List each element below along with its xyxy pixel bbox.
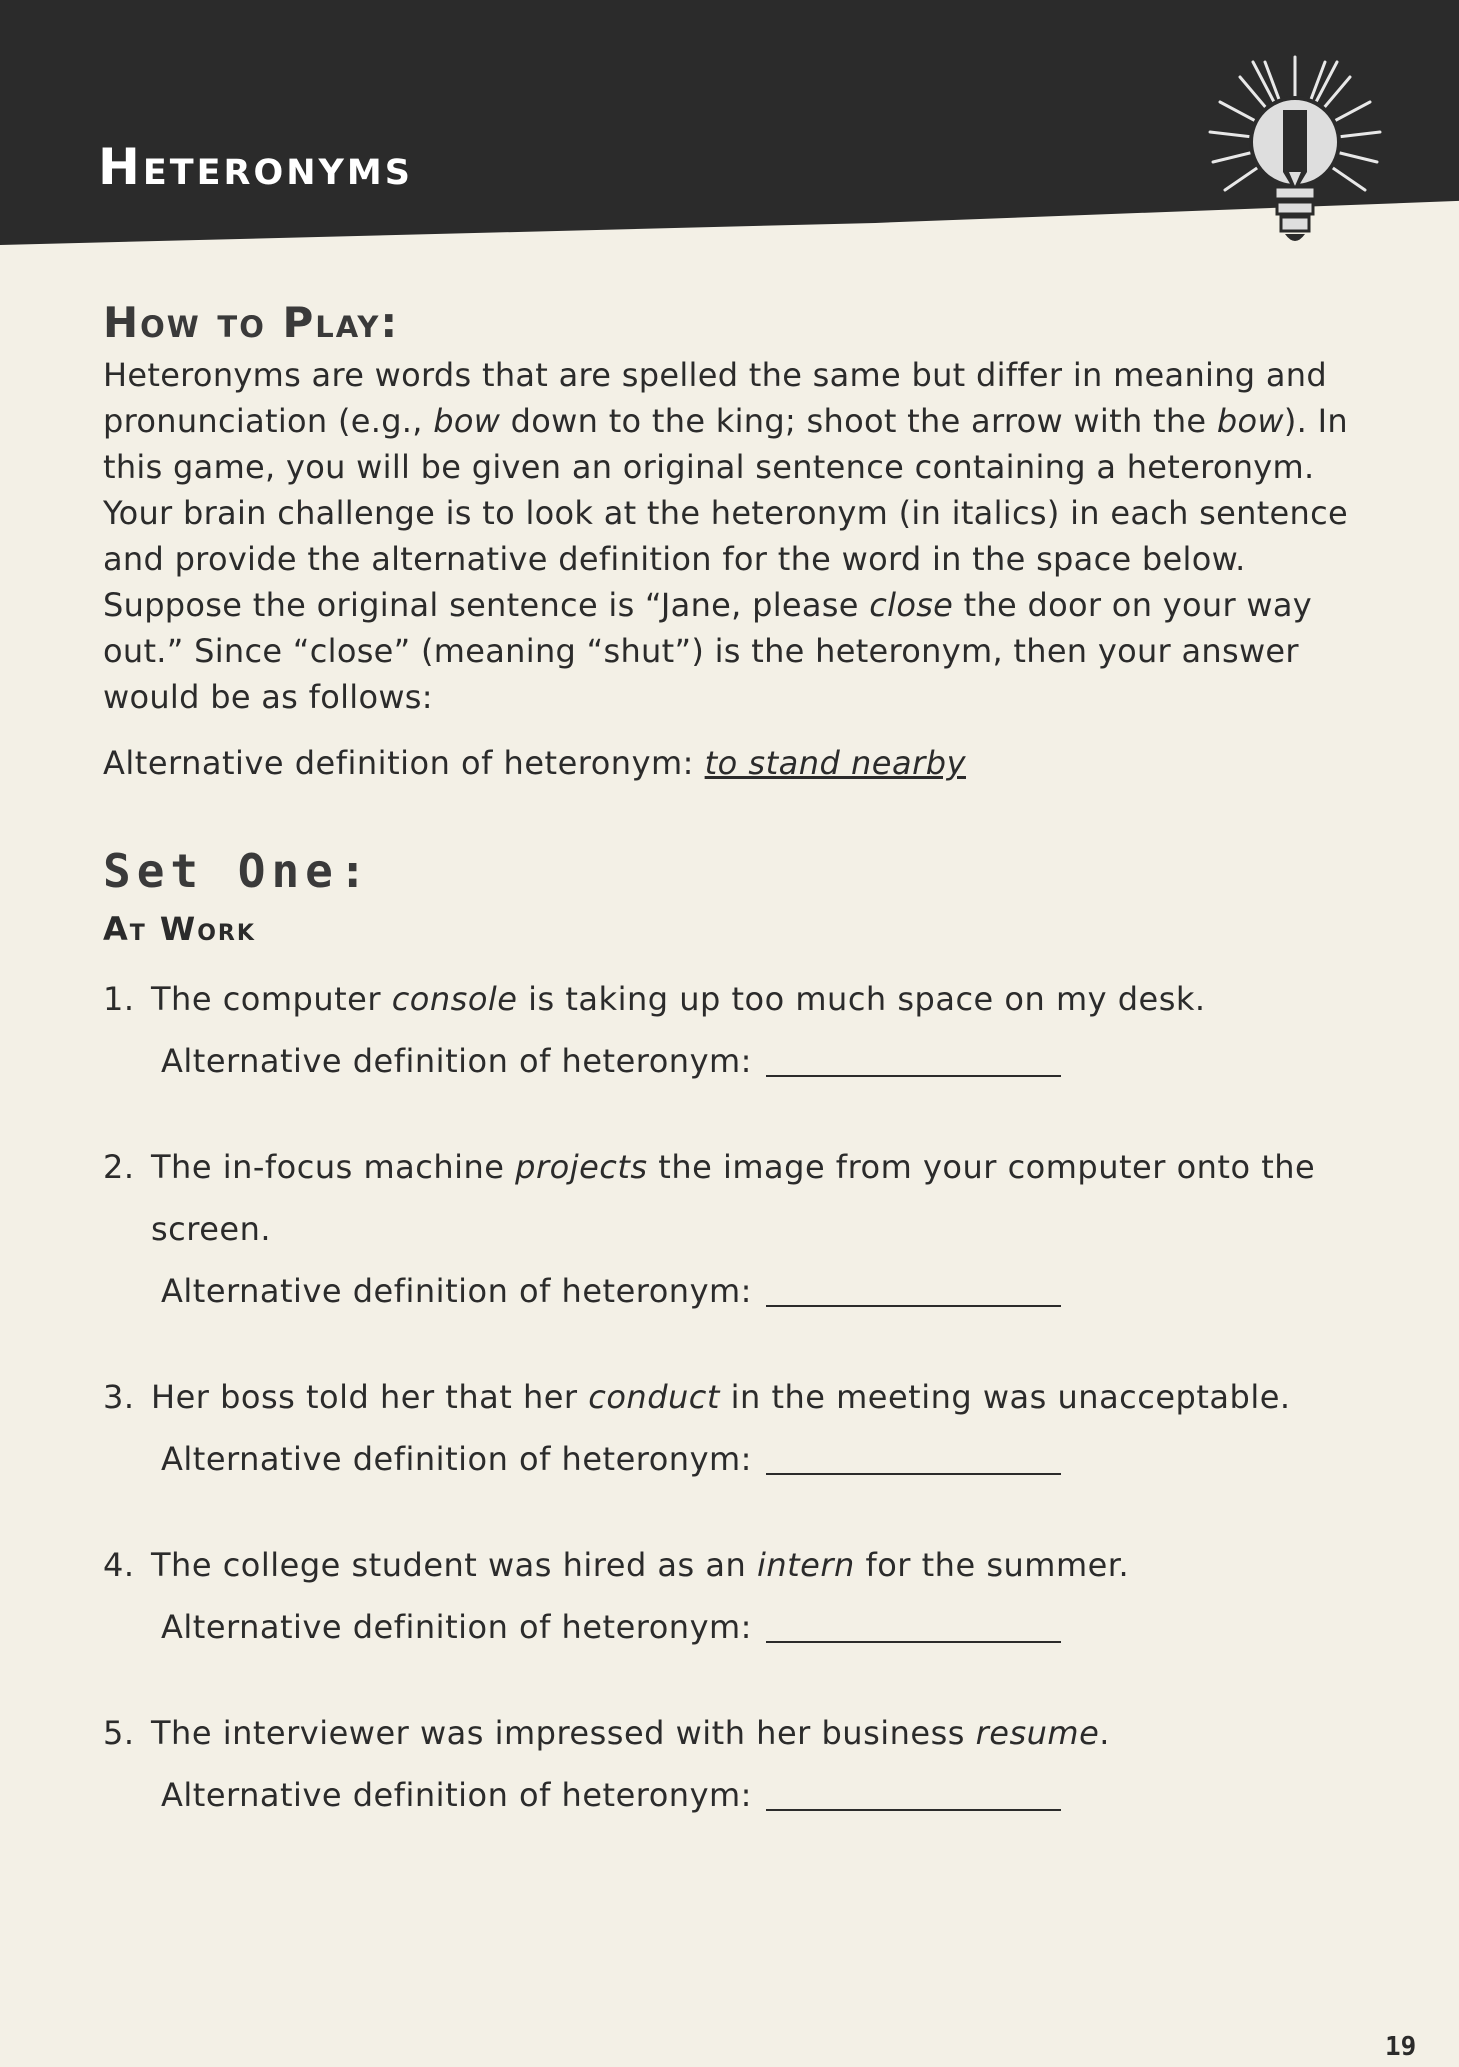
example-answer: to stand nearby <box>704 744 966 783</box>
how-to-play-heading: How to Play: <box>103 298 400 347</box>
question-text-after: in the meeting was unacceptable. <box>719 1378 1291 1417</box>
intro-text-2: down to the king; shoot the arrow with the <box>500 402 1217 441</box>
heteronym-word: conduct <box>588 1378 720 1417</box>
heteronym-word: resume <box>975 1714 1100 1753</box>
question-text-before: The in-focus machine <box>151 1148 516 1187</box>
intro-text-3: ). In this game, you will be given an original sentence containing a heteronym. Your brain challenge is to look at the heteronym (in italics) in each sentence and provide the alternative definition for the word in the space below. Suppose the original sentence is “Jane, please <box>103 402 1349 625</box>
answer-blank[interactable] <box>766 1045 1061 1077</box>
question-number: 1. <box>103 980 135 1019</box>
question-list <box>103 968 1373 1826</box>
answer-line <box>161 1596 1373 1658</box>
example-label: Alternative definition of heteronym: <box>103 744 694 783</box>
example-answer-line <box>103 744 1373 782</box>
question-text <box>151 968 1206 1030</box>
intro-paragraph <box>103 352 1373 720</box>
intro-text-4: the door on your way out.” Since “close” (meaning “shut”) is the heteronym, then your answer would be as follows: <box>103 586 1312 717</box>
page-title: Heteronyms <box>98 138 413 196</box>
heteronym-word: projects <box>515 1148 648 1187</box>
content <box>103 300 1373 1870</box>
answer-blank[interactable] <box>766 1779 1061 1811</box>
intro-example-word-1: bow <box>433 402 501 441</box>
question-text-after: . <box>1099 1714 1110 1753</box>
question-text <box>151 1366 1291 1428</box>
question-item <box>103 1136 1373 1322</box>
question-item <box>103 1366 1373 1490</box>
answer-label: Alternative definition of heteronym: <box>161 1776 752 1815</box>
question-text-before: The college student was hired as an <box>151 1546 757 1585</box>
answer-blank[interactable] <box>766 1443 1061 1475</box>
question-number: 4. <box>103 1546 135 1585</box>
answer-label: Alternative definition of heteronym: <box>161 1440 752 1479</box>
question-text-after: is taking up too much space on my desk. <box>517 980 1206 1019</box>
page-number: 19 <box>1385 2032 1417 2062</box>
question-item <box>103 1702 1373 1826</box>
question-text-after: the image from your computer onto the screen. <box>151 1148 1316 1249</box>
intro-example-word-3: close <box>869 586 954 625</box>
question-item <box>103 968 1373 1092</box>
question-text <box>151 1702 1110 1764</box>
answer-label: Alternative definition of heteronym: <box>161 1608 752 1647</box>
answer-line <box>161 1260 1373 1322</box>
answer-line <box>161 1428 1373 1490</box>
set-heading: Set One: <box>103 844 373 899</box>
question-text-before: Her boss told her that her <box>151 1378 589 1417</box>
question-text-after: for the summer. <box>854 1546 1130 1585</box>
question-number: 3. <box>103 1378 135 1417</box>
question-text <box>151 1136 1373 1260</box>
answer-label: Alternative definition of heteronym: <box>161 1042 752 1081</box>
question-number: 2. <box>103 1148 135 1187</box>
answer-line <box>161 1030 1373 1092</box>
intro-example-word-2: bow <box>1216 402 1284 441</box>
heteronym-word: intern <box>756 1546 855 1585</box>
question-item <box>103 1534 1373 1658</box>
answer-blank[interactable] <box>766 1275 1061 1307</box>
answer-blank[interactable] <box>766 1611 1061 1643</box>
question-text-before: The computer <box>151 980 392 1019</box>
intro-text-1: Heteronyms are words that are spelled the same but differ in meaning and pronunciation (e.g., <box>103 356 1327 441</box>
lightbulb-pencil-icon <box>1205 52 1385 262</box>
question-text <box>151 1534 1129 1596</box>
answer-line <box>161 1764 1373 1826</box>
heteronym-word: console <box>391 980 518 1019</box>
question-number: 5. <box>103 1714 135 1753</box>
question-text-before: The interviewer was impressed with her business <box>151 1714 976 1753</box>
set-subheading: At Work <box>103 910 256 949</box>
answer-label: Alternative definition of heteronym: <box>161 1272 752 1311</box>
